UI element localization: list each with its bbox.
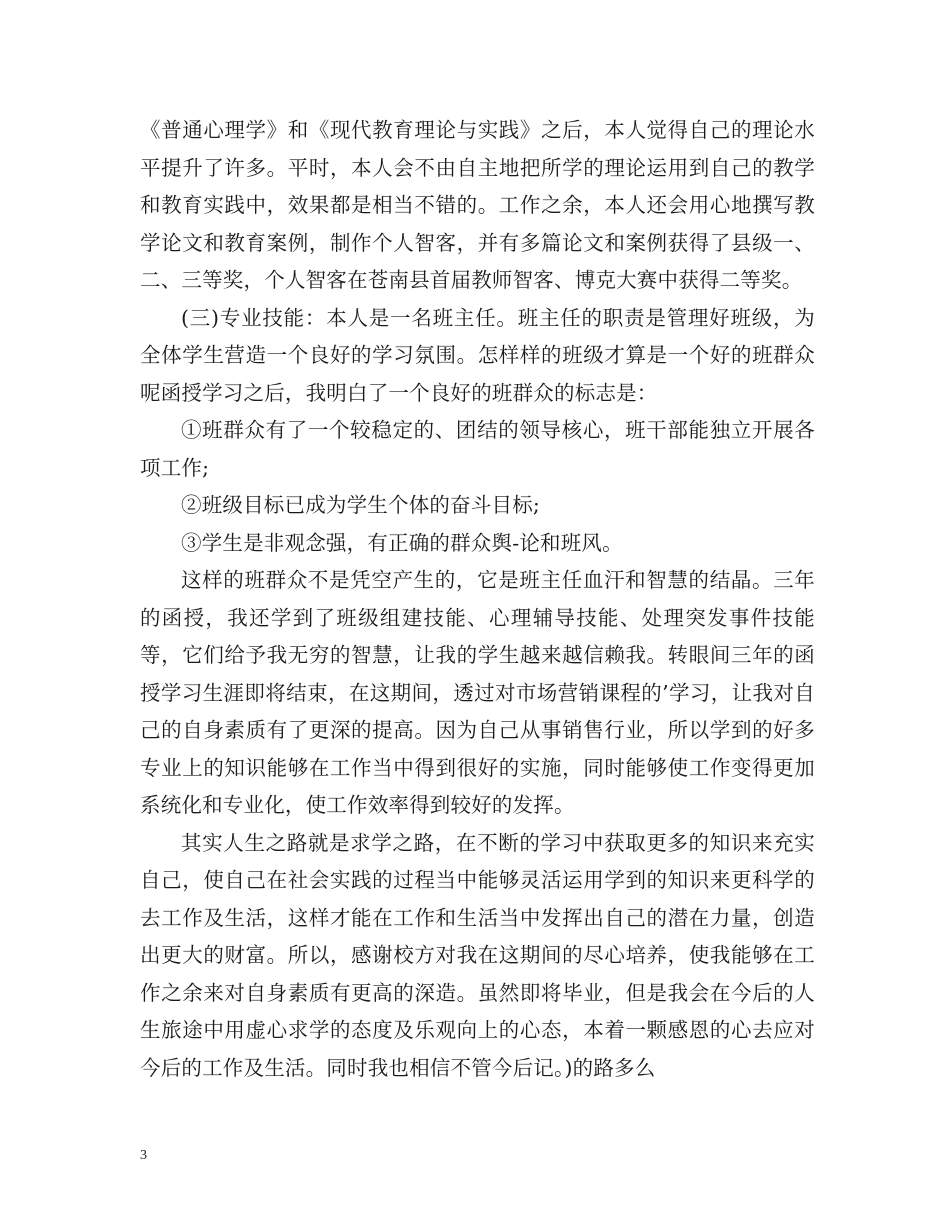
- paragraph-closing: 其实人生之路就是求学之路，在不断的学习中获取更多的知识来充实自己，使自己在社会实践的过程当中能够灵活运用学到的知识来更科学的去工作及生活，这样才能在工作和生活当中发挥出自己的潜在力量，创造出更大的财富。所以，感谢校方对我在这期间的尽心培养，使我能够在工作之余来对自身素质有更高的深造。虽然即将毕业，但是我会在今后的人生旅途中用虚心求学的态度及乐观向上的心态，本着一颗感恩的心去应对今后的工作及生活。同时我也相信不管今后记。)的路多么: [140, 830, 815, 1080]
- paragraph-learning-results: 这样的班群众不是凭空产生的，它是班主任血汗和智慧的结晶。三年的函授，我还学到了班级组建技能、心理辅导技能、处理突发事件技能等，它们给予我无穷的智慧，让我的学生越来越信赖我。转眼间三年的函授学习生涯即将结束，在这期间，透过对市场营销课程的’学习，让我对自己的自身素质有了更深的提高。因为自己从事销售行业，所以学到的好多专业上的知识能够在工作当中得到很好的实施，同时能够使工作变得更加系统化和专业化，使工作效率得到较好的发挥。: [140, 568, 815, 817]
- paragraph-continuation: 《普通心理学》和《现代教育理论与实践》之后，本人觉得自己的理论水平提升了许多。平时，本人会不由自主地把所学的理论运用到自己的教学和教育实践中，效果都是相当不错的。工作之余，本人还会用心地撰写教学论文和教育案例，制作个人智客，并有多篇论文和案例获得了县级一、二、三等奖，个人智客在苍南县首届教师智客、博克大赛中获得二等奖。: [140, 118, 815, 292]
- paragraph-professional-skills: (三)专业技能：本人是一名班主任。班主任的职责是管理好班级，为全体学生营造一个良好的学习氛围。怎样样的班级才算是一个好的班群众呢函授学习之后，我明白了一个良好的班群众的标志是：: [140, 305, 815, 405]
- list-item-class-goal: ②班级目标已成为学生个体的奋斗目标;: [181, 493, 541, 517]
- list-item-class-values: ③学生是非观念强，有正确的群众舆-论和班风。: [181, 530, 623, 555]
- page-number: 3: [140, 1148, 147, 1163]
- document-body: [140, 112, 815, 1087]
- list-item-class-core: ①班群众有了一个较稳定的、团结的领导核心，班干部能独立开展各项工作;: [140, 418, 815, 480]
